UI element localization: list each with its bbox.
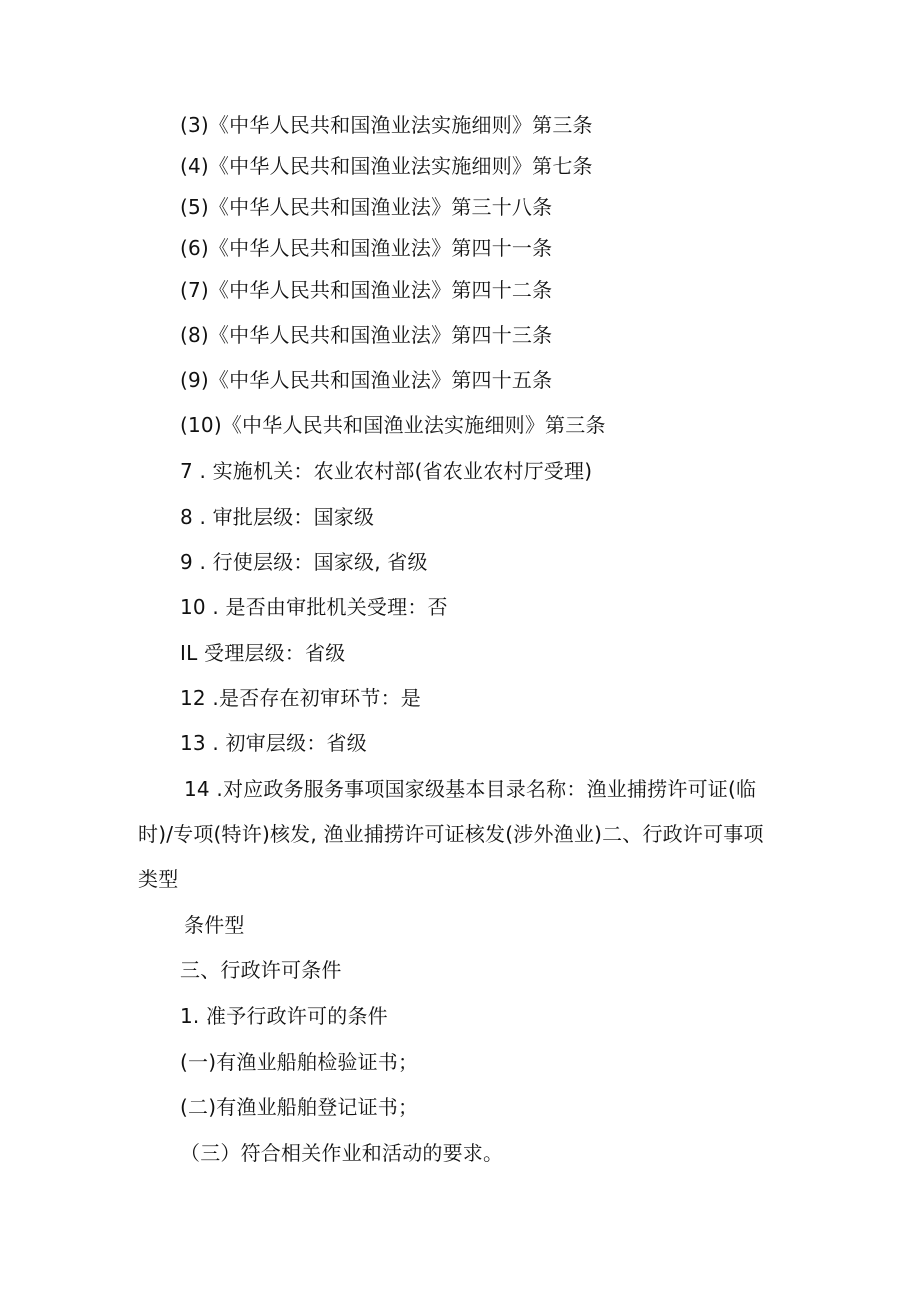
item-10-accepted-by-approver: 10 . 是否由审批机关受理：否 — [180, 595, 448, 619]
condition-1: (一)有渔业船舶检验证书； — [180, 1050, 419, 1074]
law-ref-9: (9)《中华人民共和国渔业法》第四十五条 — [180, 368, 553, 392]
law-ref-10: (10)《中华人民共和国渔业法实施细则》第三条 — [180, 413, 606, 437]
condition-2: (二)有渔业船舶登记证书； — [180, 1095, 419, 1119]
law-ref-6: (6)《中华人民共和国渔业法》第四十一条 — [180, 236, 553, 260]
section-3-heading: 三、行政许可条件 — [180, 958, 342, 982]
law-ref-8: (8)《中华人民共和国渔业法》第四十三条 — [180, 323, 553, 347]
item-14-line-2: 时)/专项(特许)核发, 渔业捕捞许可证核发(涉外渔业)二、行政许可事项 — [138, 822, 764, 846]
law-ref-5: (5)《中华人民共和国渔业法》第三十八条 — [180, 195, 553, 219]
law-ref-3: (3)《中华人民共和国渔业法实施细则》第三条 — [180, 113, 593, 137]
item-14-line-3: 类型 — [138, 867, 179, 891]
law-ref-7: (7)《中华人民共和国渔业法》第四十二条 — [180, 278, 553, 302]
item-8-approval-level: 8 . 审批层级：国家级 — [180, 505, 375, 529]
item-12-preliminary-review: 12 .是否存在初审环节：是 — [180, 686, 421, 710]
item-9-exercise-level: 9 . 行使层级：国家级, 省级 — [180, 550, 428, 574]
item-13-preliminary-level: 13 . 初审层级：省级 — [180, 731, 367, 755]
condition-3: （三）符合相关作业和活动的要求。 — [180, 1141, 504, 1165]
subsection-1-heading: 1. 准予行政许可的条件 — [180, 1004, 388, 1028]
item-11-acceptance-level: IL 受理层级：省级 — [180, 641, 346, 665]
law-ref-4: (4)《中华人民共和国渔业法实施细则》第七条 — [180, 154, 593, 178]
item-14-line-1: 14 .对应政务服务事项国家级基本目录名称：渔业捕捞许可证(临 — [184, 777, 757, 801]
item-7-implementing-agency: 7 . 实施机关：农业农村部(省农业农村厅受理) — [180, 459, 593, 483]
permit-type-value: 条件型 — [184, 913, 245, 937]
